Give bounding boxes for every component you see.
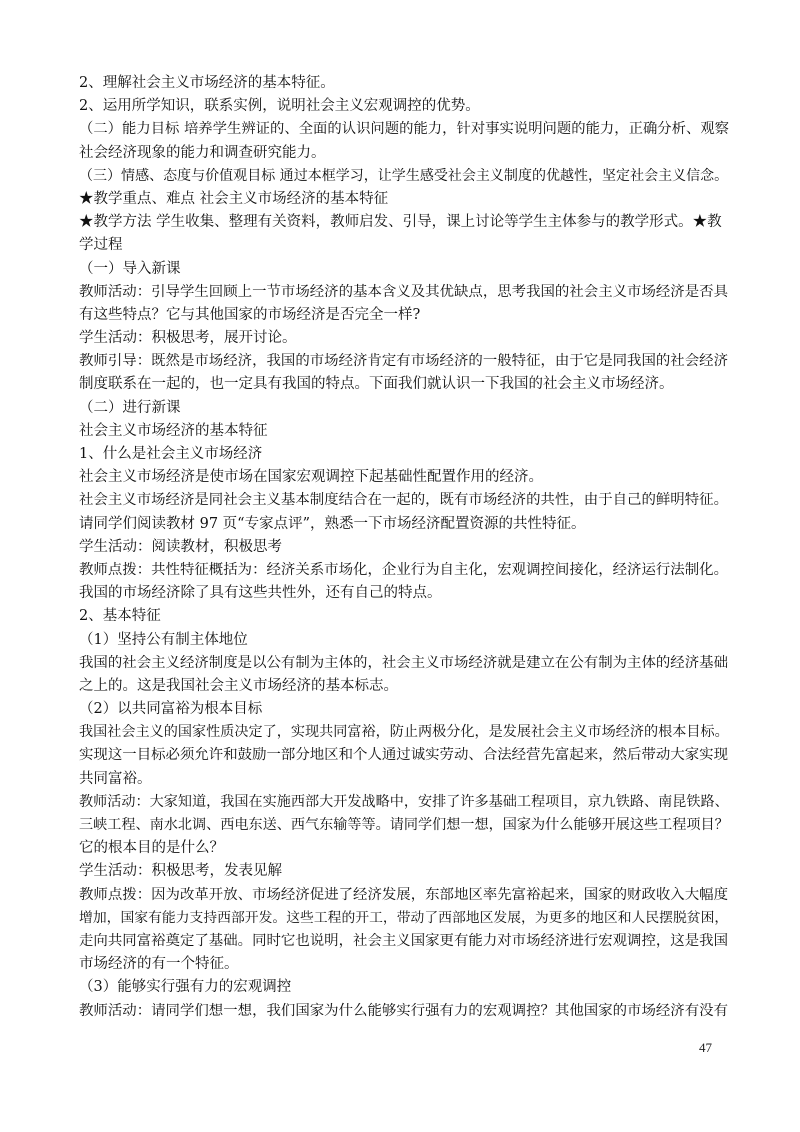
text-line: 市场经济的有一个特征。 (79, 956, 239, 973)
text-line: 学生活动：积极思考，展开讨论。 (79, 330, 297, 347)
text-line: （2）以共同富裕为根本目标 (79, 701, 263, 718)
text-line: 学过程 (79, 237, 123, 254)
document-body (79, 72, 729, 1023)
text-line: （二）进行新课 (79, 399, 181, 416)
text-line: 增加，国家有能力支持西部开发。这些工程的开工，带动了西部地区发展，为更多的地区和人民摆脱贫困， (79, 909, 729, 926)
text-line: 学生活动：积极思考，发表见解 (79, 863, 282, 880)
text-line: 2、基本特征 (79, 608, 161, 625)
text-line: 走向共同富裕奠定了基础。同时它也说明，社会主义国家更有能力对市场经济进行宏观调控，这是我国 (79, 932, 728, 949)
text-line: 请同学们阅读教材 97 页“专家点评”，熟悉一下市场经济配置资源的共性特征。 (79, 515, 586, 532)
text-line: 有这些特点？它与其他国家的市场经济是否完全一样? (79, 306, 421, 323)
text-line: 实现这一目标必须允许和鼓励一部分地区和个人通过诚实劳动、合法经营先富起来，然后带动大家实现 (79, 747, 728, 764)
text-line: 社会经济现象的能力和调查研究能力。 (79, 144, 326, 161)
page-number: 47 (699, 1040, 712, 1055)
text-line: （3）能够实行强有力的宏观调控 (79, 979, 292, 996)
text-line: 教师活动：请同学们想一想，我们国家为什么能够实行强有力的宏观调控？其他国家的市场经济有没有 (79, 1002, 728, 1019)
text-line: 它的根本目的是什么？ (79, 840, 224, 857)
text-line: （二）能力目标 培养学生辨证的、全面的认识问题的能力，针对事实说明问题的能力，正确分析、观察 (79, 121, 730, 138)
text-line: 2、理解社会主义市场经济的基本特征。 (79, 75, 335, 91)
text-line: 教师点拨：共性特征概括为：经济关系市场化，企业行为自主化，宏观调控间接化，经济运行法制化。 (79, 561, 728, 578)
text-line: 教师引导：既然是市场经济，我国的市场经济肯定有市场经济的一般特征，由于它是同我国的社会经济 (79, 353, 728, 370)
text-line: 我国的市场经济除了具有这些共性外，还有自己的特点。 (79, 585, 442, 602)
text-line: 社会主义市场经济的基本特征 (79, 422, 268, 439)
text-line: 之上的。这是我国社会主义市场经济的基本标志。 (79, 677, 398, 694)
text-line: 1、什么是社会主义市场经济 (79, 446, 263, 462)
text-line: 共同富裕。 (79, 770, 152, 787)
text-line: 教师点拨：因为改革开放、市场经济促进了经济发展，东部地区率先富裕起来，国家的财政收入大幅度 (79, 886, 728, 903)
text-line: 制度联系在一起的，也一定具有我国的特点。下面我们就认识一下我国的社会主义市场经济。 (79, 376, 674, 393)
text-line: 2、运用所学知识，联系实例，说明社会主义宏观调控的优势。 (79, 98, 480, 115)
text-line: ★教学方法 学生收集、整理有关资料，教师启发、引导，课上讨论等学生主体参与的教学形式。★教 (79, 214, 722, 231)
text-line: 学生活动：阅读教材，积极思考 (79, 538, 282, 555)
text-line: 我国的社会主义经济制度是以公有制为主体的，社会主义市场经济就是建立在公有制为主体的经济基础 (79, 654, 728, 671)
text-line: 教师活动：引导学生回顾上一节市场经济的基本含义及其优缺点，思考我国的社会主义市场经济是否具 (79, 283, 728, 300)
text-line: ★教学重点、难点 社会主义市场经济的基本特征 (79, 190, 389, 207)
text-line: 我国社会主义的国家性质决定了，实现共同富裕，防止两极分化，是发展社会主义市场经济的根本目标。 (79, 724, 729, 741)
text-line: （一）导入新课 (79, 260, 181, 277)
text-line: （1）坚持公有制主体地位 (79, 631, 248, 648)
text-line: 三峡工程、南水北调、西电东送、西气东输等等。请同学们想一想，国家为什么能够开展这些工程项目？ (79, 817, 729, 833)
text-line: 社会主义市场经济是同社会主义基本制度结合在一起的，既有市场经济的共性，由于自己的鲜明特征。 (79, 492, 728, 509)
text-line: 社会主义市场经济是使市场在国家宏观调控下起基础性配置作用的经济。 (79, 469, 543, 486)
text-line: 教师活动：大家知道，我国在实施西部大开发战略中，安排了许多基础工程项目，京九铁路、南昆铁路、 (79, 793, 729, 810)
text-line: （三）情感、态度与价值观目标 通过本框学习，让学生感受社会主义制度的优越性，坚定社会主义信念。 (79, 167, 729, 184)
